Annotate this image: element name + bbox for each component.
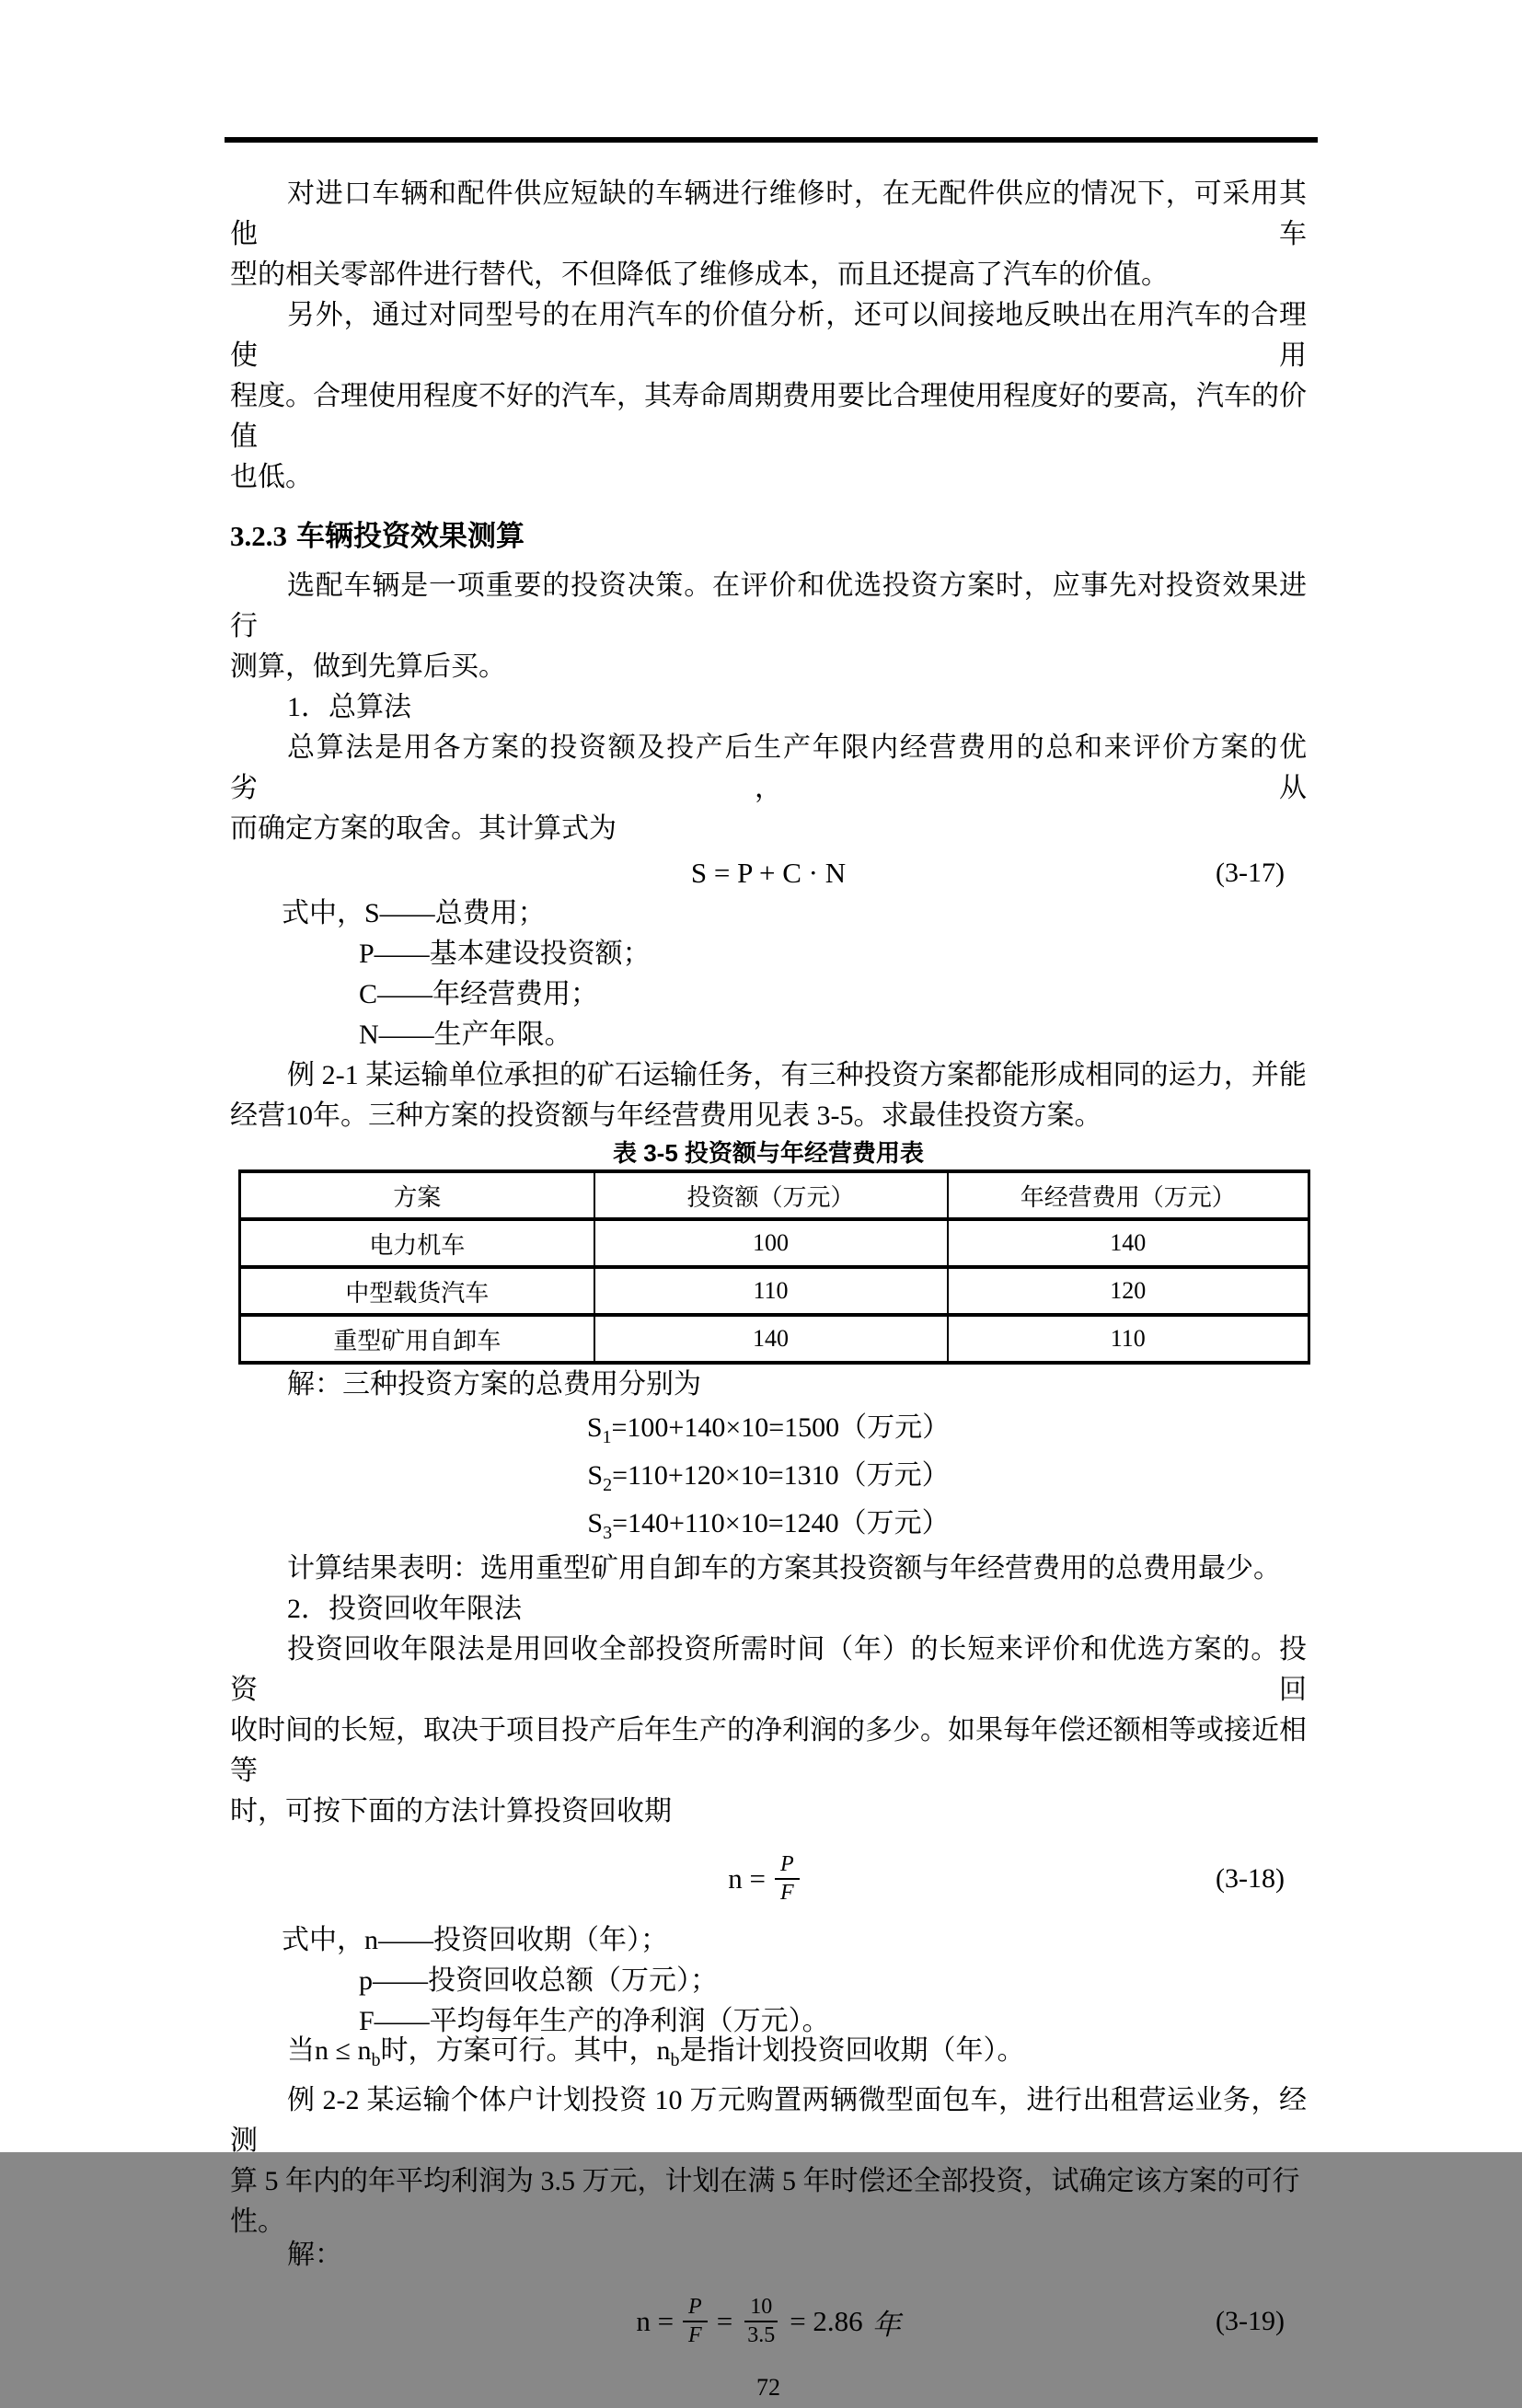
table-header-cell: 年经营费用（万元） [948, 1171, 1309, 1219]
paragraph-line: 也低。 [230, 462, 313, 492]
paragraph-line: 总算法是用各方案的投资额及投产后生产年限内经营费用的总和来评价方案的优劣，从 [230, 732, 1307, 803]
formula-subscript: 3 [603, 1523, 613, 1543]
solution-label: 解： [287, 2240, 342, 2270]
table-cell: 140 [948, 1219, 1309, 1267]
equation-number: (3-17) [1216, 858, 1285, 888]
fraction-denominator: F [688, 2323, 702, 2347]
text-part: 时，方案可行。其中，n [380, 2035, 671, 2066]
where-clause-line: P——基本建设投资额； [359, 939, 651, 969]
equation-3-19 [230, 2285, 1307, 2358]
equation-3-17 [230, 853, 1307, 893]
list-item-heading: 1．总算法 [287, 692, 411, 722]
formula-symbol: S [587, 1508, 604, 1538]
solution-formula [230, 1457, 1307, 1504]
paragraph-line: 型的相关零部件进行替代，不但降低了维修成本，而且还提高了汽车的价值。 [230, 259, 1169, 290]
equation-number: (3-18) [1216, 1863, 1285, 1894]
paragraph-line: 而确定方案的取舍。其计算式为 [230, 813, 617, 844]
equation-unit: 年 [871, 2308, 901, 2341]
table-cell: 100 [594, 1219, 948, 1267]
where-clause-line: 式中，n——投资回收期（年）； [282, 1925, 668, 1955]
fraction-numerator: P [683, 2294, 708, 2322]
paragraph-line: 投资回收年限法是用回收全部投资所需时间（年）的长短来评价和优选方案的。投资回 [230, 1634, 1307, 1705]
text-part: 当n ≤ n [287, 2035, 372, 2066]
paragraph-line: 收时间的长短，取决于项目投产后年生产的净利润的多少。如果每年偿还额相等或接近相等 [230, 1715, 1307, 1786]
equation-result: = 2.86 [790, 2305, 863, 2337]
equation-lhs: n = [728, 1862, 767, 1895]
paragraph-line: 另外，通过对同型号的在用汽车的价值分析，还可以间接地反映出在用汽车的合理使用 [230, 300, 1307, 371]
table-title: 表 3-5 投资额与年经营费用表 [612, 1139, 925, 1167]
fraction [683, 2294, 708, 2349]
where-clause-line: p——投资回收总额（万元）； [359, 1965, 718, 1996]
solution-formula [230, 1504, 1307, 1552]
formula-symbol: S [586, 1412, 603, 1443]
where-clause-line: 式中，S——总费用； [282, 898, 546, 928]
where-clause-line: N——生产年限。 [359, 1020, 572, 1050]
section-number: 3.2.3 [230, 520, 287, 552]
table-header-cell: 方案 [240, 1171, 594, 1219]
where-clause-line: C——年经营费用； [359, 979, 599, 1009]
paragraph-line: 选配车辆是一项重要的投资决策。在评价和优选投资方案时，应事先对投资效果进行 [230, 570, 1307, 641]
paragraph-line: 对进口车辆和配件供应短缺的车辆进行维修时，在无配件供应的情况下，可采用其他车 [230, 179, 1307, 249]
fraction-numerator: 10 [744, 2294, 778, 2322]
example-line: 算 5 年内的年平均利润为 3.5 万元，计划在满 5 年时偿还全部投资，试确定该方案的可行性。 [230, 2166, 1300, 2237]
formula-subscript: 1 [602, 1427, 612, 1447]
table-header-row [240, 1171, 1309, 1219]
formula-subscript: 2 [603, 1475, 613, 1495]
example-line: 例 2-2 某运输个体户计划投资 10 万元购置两辆微型面包车，进行出租营运业务，经测 [230, 2085, 1307, 2156]
page-content [230, 174, 1307, 2408]
table-row [240, 1219, 1309, 1267]
text-part: 是指计划投资回收期（年）。 [679, 2035, 1025, 2066]
equation-number: (3-19) [1216, 2306, 1285, 2336]
section-heading [230, 516, 1307, 557]
table-cell: 重型矿用自卸车 [240, 1315, 594, 1363]
data-table [238, 1169, 1310, 1365]
table-cell: 110 [948, 1315, 1309, 1363]
feasibility-line [230, 2031, 1307, 2080]
paragraph-line: 程度。合理使用程度不好的汽车，其寿命周期费用要比合理使用程度好的要高，汽车的价值 [230, 381, 1307, 452]
fraction [775, 1851, 800, 1907]
header-rule [225, 137, 1318, 143]
table-row [240, 1315, 1309, 1363]
formula-subscript: b [371, 2050, 381, 2070]
conclusion-line: 计算结果表明：选用重型矿用自卸车的方案其投资额与年经营费用的总费用最少。 [287, 1553, 1281, 1584]
example-line: 例 2-1 某运输单位承担的矿石运输任务，有三种投资方案都能形成相同的运力，并能 [287, 1060, 1307, 1090]
paragraph-line: 测算，做到先算后买。 [230, 651, 506, 682]
formula-expression: =110+120×10=1310（万元） [612, 1460, 950, 1491]
solution-formula [230, 1409, 1307, 1457]
equation-body: S = P + C · N [690, 857, 847, 889]
table-cell: 120 [948, 1267, 1309, 1315]
formula-symbol: S [587, 1460, 604, 1491]
fraction [742, 2294, 780, 2349]
table-cell: 140 [594, 1315, 948, 1363]
formula-expression: =140+110×10=1240（万元） [612, 1508, 950, 1538]
table-header-cell: 投资额（万元） [594, 1171, 948, 1219]
equals-sign: = [716, 2305, 733, 2337]
table-row [240, 1267, 1309, 1315]
table-cell: 中型载货汽车 [240, 1267, 594, 1315]
page-number: 72 [756, 2374, 780, 2401]
fraction-denominator: F [780, 1881, 794, 1905]
fraction-numerator: P [775, 1851, 800, 1880]
table-cell: 110 [594, 1267, 948, 1315]
section-title: 车辆投资效果测算 [296, 520, 525, 552]
formula-expression: =100+140×10=1500（万元） [611, 1412, 951, 1443]
where-clause-line: F——平均每年生产的净利润（万元）。 [359, 2006, 830, 2036]
fraction-denominator: 3.5 [747, 2323, 776, 2347]
formula-subscript: b [670, 2050, 680, 2070]
equation-lhs: n = [636, 2305, 675, 2337]
solution-label: 解：三种投资方案的总费用分别为 [287, 1369, 701, 1400]
table-cell: 电力机车 [240, 1219, 594, 1267]
paragraph-line: 时，可按下面的方法计算投资回收期 [230, 1796, 672, 1826]
example-line: 经营10年。三种方案的投资额与年经营费用见表 3-5。求最佳投资方案。 [230, 1100, 1102, 1131]
equation-3-18 [230, 1838, 1307, 1920]
list-item-heading: 2．投资回收年限法 [287, 1594, 522, 1624]
